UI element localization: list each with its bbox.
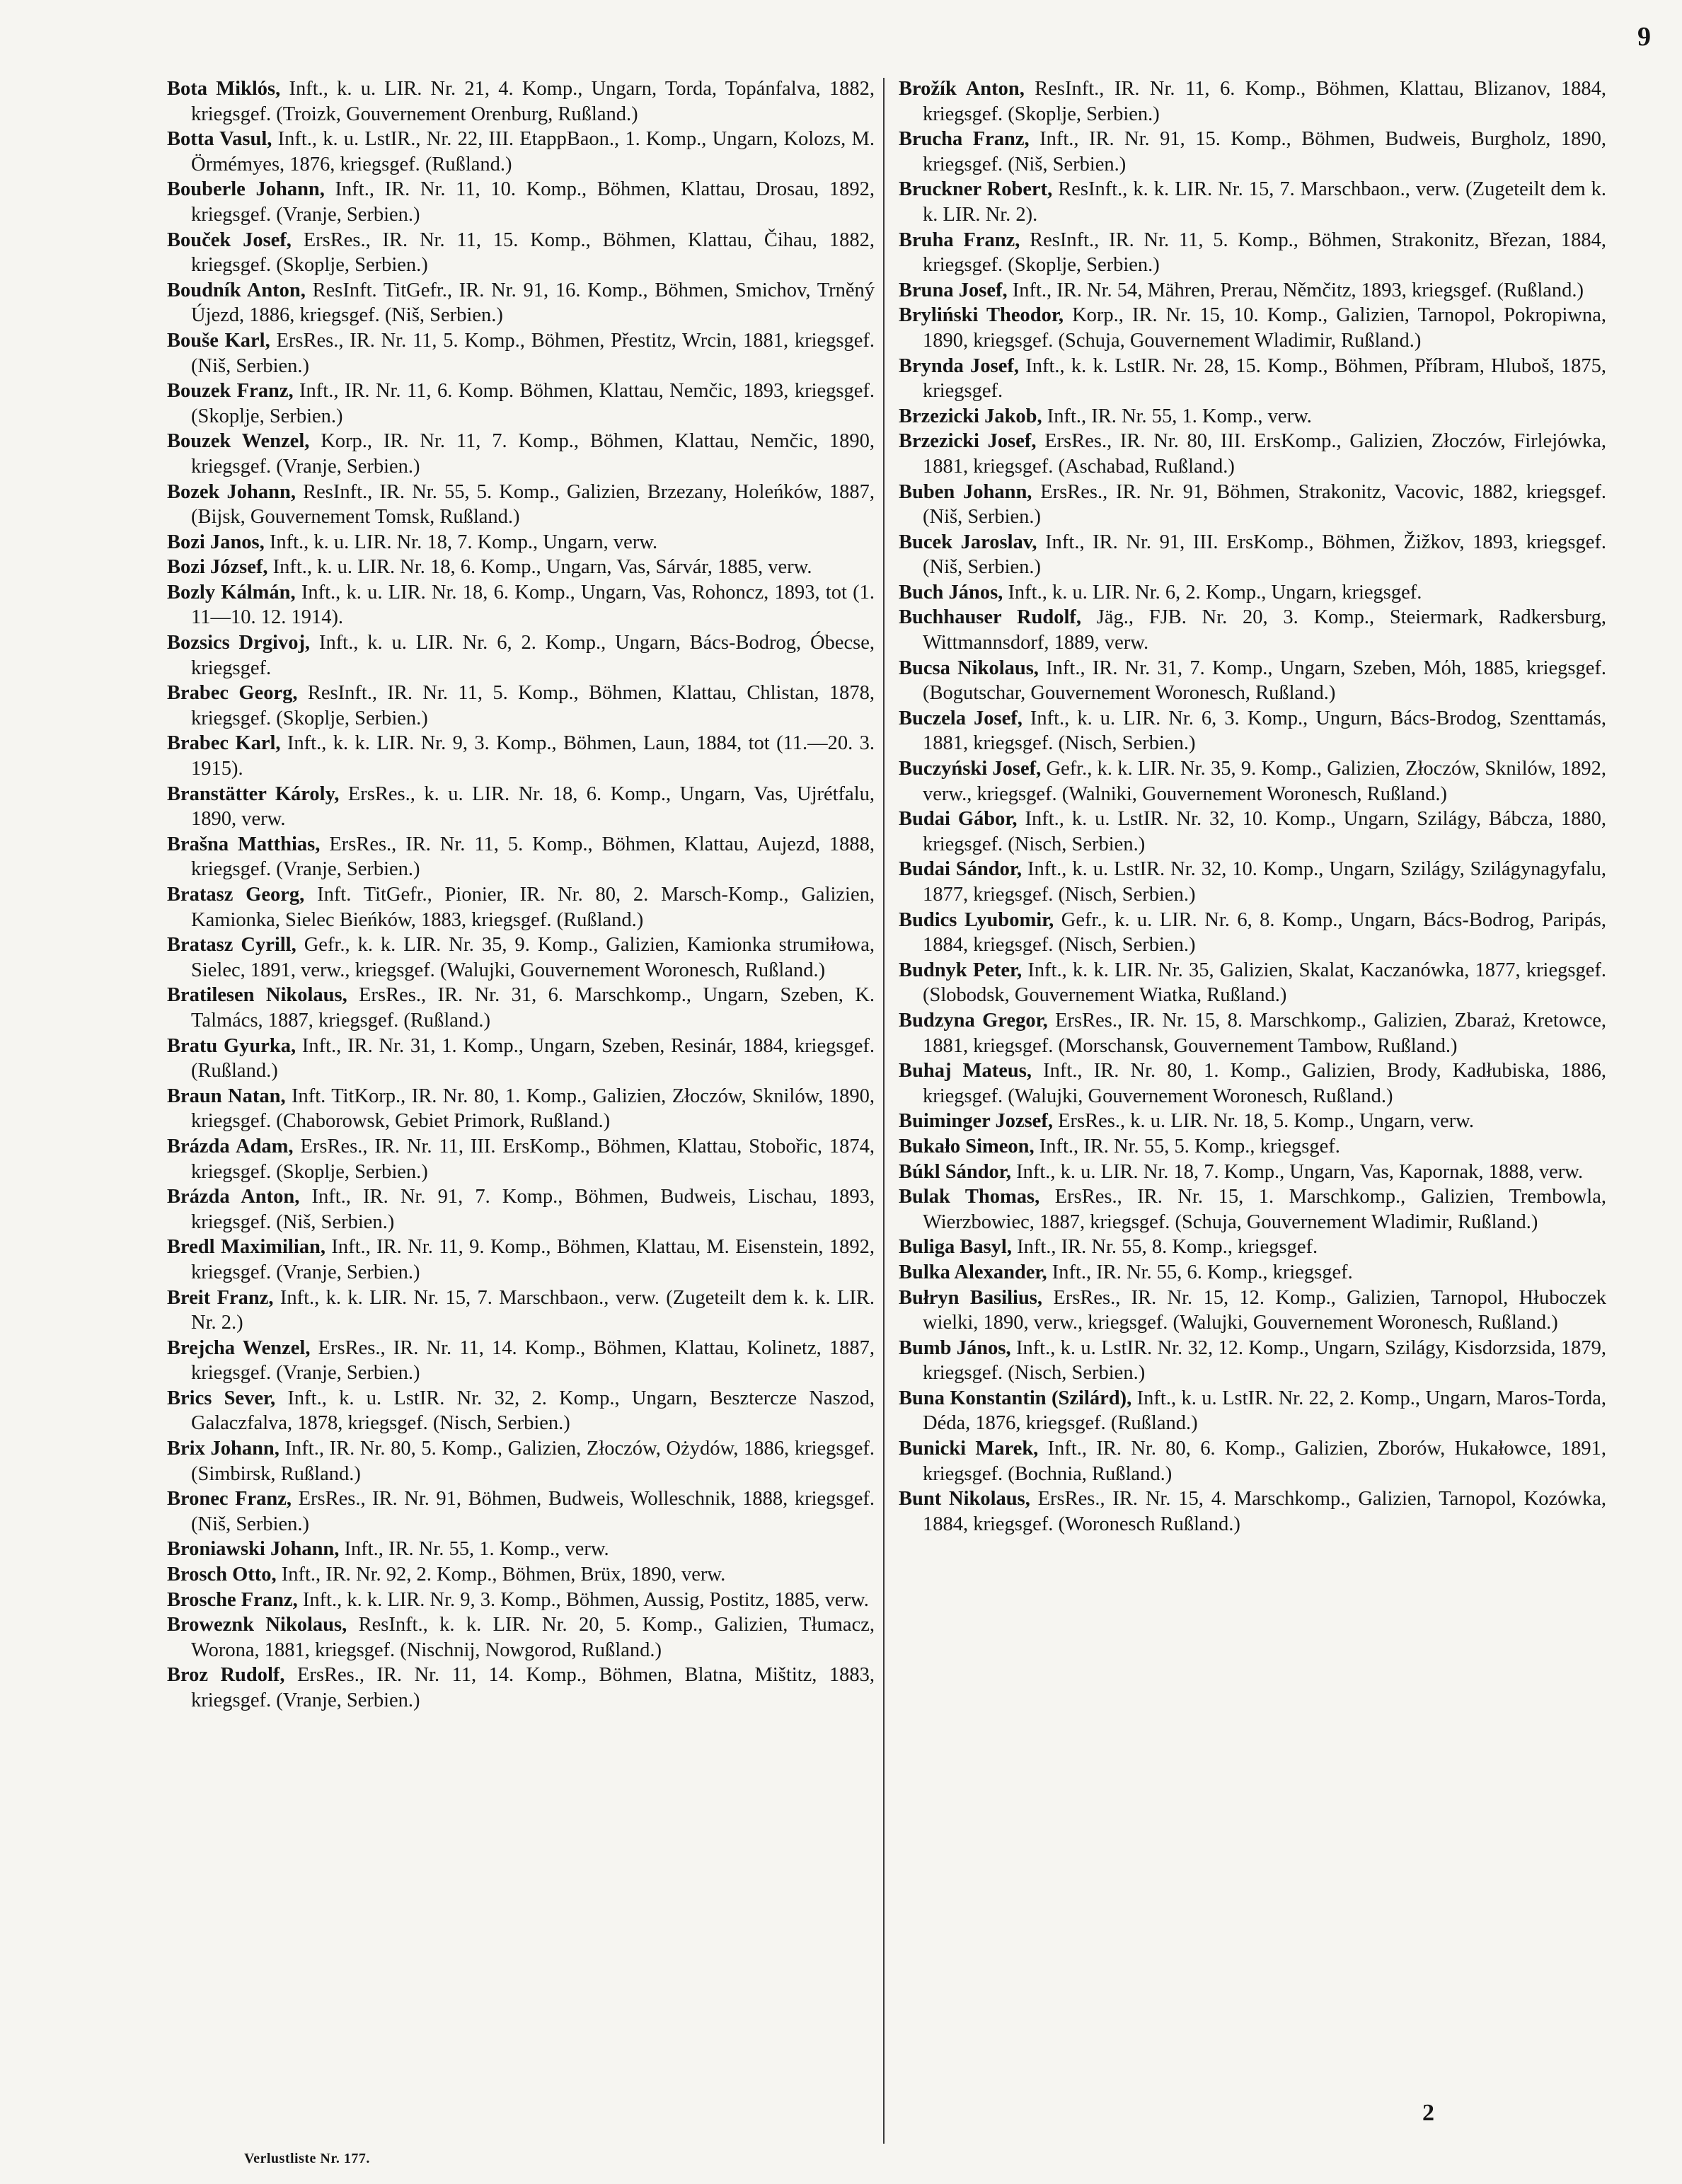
entry-name: Bredl Maximilian, (167, 1236, 326, 1259)
list-entry (167, 228, 875, 278)
entry-details: Inft., IR. Nr. 55, 1. Komp., verw. (1042, 405, 1312, 427)
entry-details: ResInft., k. k. LIR. Nr. 15, 7. Marschbaon., verw. (Zugeteilt dem k. k. LIR. Nr. 2). (923, 178, 1606, 226)
list-entry (899, 1486, 1606, 1537)
entry-name: Bukało Simeon, (899, 1135, 1035, 1157)
entry-details: Inft., IR. Nr. 31, 7. Komp., Ungarn, Szeben, Mόh, 1885, kriegsgef. (Bogutschar, Gouvernement Woronesch, Rußland.) (923, 657, 1607, 705)
entry-name: Budics Lyubomir, (899, 908, 1054, 931)
entry-details: Inft., k. u. LIR. Nr. 6, 3. Komp., Ungurn, Bács-Brodog, Szenttamás, 1881, kriegsgef. (Nisch, Serbien.) (923, 707, 1606, 755)
entry-details: Korp., IR. Nr. 11, 7. Komp., Böhmen, Klattau, Nemčic, 1890, kriegsgef. (Vranje, Serbien.) (191, 430, 875, 478)
list-entry (899, 1285, 1606, 1336)
entry-name: Budzyna Gregor, (899, 1009, 1048, 1032)
list-entry (167, 1134, 875, 1184)
list-entry (899, 756, 1606, 807)
list-entry (167, 1285, 875, 1336)
entry-name: Bozek Johann, (167, 480, 296, 503)
entry-details: Inft., k. k. LIR. Nr. 9, 3. Komp., Böhmen, Aussig, Postitz, 1885, verw. (297, 1588, 869, 1611)
entry-details: ErsRes., IR. Nr. 11, 15. Komp., Böhmen, Klattau, Čihau, 1882, kriegsgef. (Skoplje, Serbien.) (191, 229, 875, 277)
list-entry (167, 1184, 875, 1235)
entry-details: Inft., IR. Nr. 91, 15. Komp., Böhmen, Budweis, Burgholz, 1890, kriegsgef. (Niš, Serbien.) (923, 128, 1606, 175)
entry-details: Inft., IR. Nr. 80, 5. Komp., Galizien, Złoczów, Ożydów, 1886, kriegsgef. (Simbirsk, Rußland.) (191, 1438, 875, 1485)
entry-name: Brics Sever, (167, 1387, 276, 1409)
entry-details: Inft., IR. Nr. 91, 7. Komp., Böhmen, Budweis, Lischau, 1893, kriegsgef. (Niš, Serbien.) (191, 1186, 875, 1233)
list-entry (167, 1588, 875, 1613)
entry-details: Inft., k. u. LstIR. Nr. 32, 12. Komp., Ungarn, Szilágy, Kisdorzsida, 1879, kriegsgef. (Nisch, Serbien.) (923, 1336, 1606, 1385)
list-entry (167, 1034, 875, 1084)
entry-details: ResInft., k. k. LIR. Nr. 20, 5. Komp., Galizien, Tłumacz, Worona, 1881, kriegsgef. (Nischnij, Nowgorod, Rußland.) (191, 1614, 875, 1661)
entry-details: ErsRes., IR. Nr. 15, 1. Marschkomp., Galizien, Trembowla, Wierzbowiec, 1887, kriegsgef. (Schuja, Gouvernement Wladimir, Rußland.) (923, 1186, 1606, 1233)
list-entry (167, 1235, 875, 1285)
entry-details: Inft., IR. Nr. 31, 1. Komp., Ungarn, Szeben, Resinár, 1884, kriegsgef. (Rußland.) (191, 1034, 875, 1082)
entry-details: Inft., k. u. LstIR., Nr. 22, III. EtappBaon., 1. Komp., Ungarn, Kolozs, M. Örmémyes, 1876, kriegsgef. (Rußland.) (191, 128, 875, 175)
entry-name: Budnyk Peter, (899, 959, 1023, 981)
entry-details: Inft., IR. Nr. 92, 2. Komp., Böhmen, Brüx, 1890, verw. (276, 1564, 726, 1586)
entry-name: Bozi József, (167, 556, 268, 579)
list-entry (167, 480, 875, 530)
entry-name: Brabec Karl, (167, 732, 281, 755)
list-entry (167, 555, 875, 580)
entry-name: Budai Gábor, (899, 808, 1018, 831)
entry-details: Gefr., k. u. LIR. Nr. 6, 8. Komp., Ungarn, Bács-Bodrog, Paripás, 1884, kriegsgef. (Nisch, Serbien.) (923, 908, 1606, 957)
list-entry (167, 177, 875, 227)
entry-details: ErsRes., IR. Nr. 91, Böhmen, Strakonitz, Vacovic, 1882, kriegsgef. (Niš, Serbien.) (923, 480, 1606, 528)
list-entry (167, 731, 875, 781)
entry-name: Bratilesen Nikolaus, (167, 984, 347, 1007)
entry-details: Inft., k. u. LstIR. Nr. 32, 10. Komp., Ungarn, Szilágy, Szilágynagyfalu, 1877, kriegsgef. (Nisch, Serbien.) (923, 858, 1606, 906)
entry-name: Buna Konstantin (Szilárd), (899, 1387, 1132, 1409)
entry-details: Inft., k. u. LstIR. Nr. 22, 2. Komp., Ungarn, Maros-Torda, Déda, 1876, kriegsgef. (Rußland.) (923, 1387, 1606, 1435)
entry-name: Bronec Franz, (167, 1488, 292, 1510)
entry-details: Inft., k. u. LIR. Nr. 18, 7. Komp., Ungarn, Vas, Kapornak, 1888, verw. (1010, 1160, 1584, 1183)
entry-details: ErsRes., IR. Nr. 91, Böhmen, Budweis, Wolleschnik, 1888, kriegsgef. (Niš, Serbien.) (191, 1488, 875, 1535)
entry-name: Buliga Basyl, (899, 1236, 1012, 1259)
list-entry (167, 1486, 875, 1537)
list-entry (167, 681, 875, 731)
list-entry (899, 1235, 1606, 1260)
entry-name: Brázda Adam, (167, 1135, 294, 1157)
list-entry (167, 429, 875, 479)
list-entry (899, 857, 1606, 907)
entry-details: Inft., IR. Nr. 55, 8. Komp., kriegsgef. (1011, 1236, 1318, 1259)
entry-details: ResInft., IR. Nr. 11, 5. Komp., Böhmen, Strakonitz, Březan, 1884, kriegsgef. (Skoplje, Serbien.) (923, 229, 1607, 277)
page-number: 9 (1637, 22, 1651, 52)
entry-details: Jäg., FJB. Nr. 20, 3. Komp., Steiermark, Radkersburg, Wittmannsdorf, 1889, verw. (923, 606, 1606, 654)
entry-name: Bulak Thomas, (899, 1186, 1040, 1208)
list-entry (167, 328, 875, 379)
entry-name: Bozi Janos, (167, 531, 265, 553)
list-entry (899, 354, 1606, 404)
list-entry (167, 1537, 875, 1562)
right-column (899, 76, 1606, 1537)
entry-name: Bouzek Franz, (167, 380, 294, 403)
entry-name: Brynda Josef, (899, 354, 1019, 377)
entry-name: Broz Rudolf, (167, 1664, 285, 1687)
entry-name: Boudník Anton, (167, 279, 306, 301)
entry-details: ErsRes., IR. Nr. 11, 5. Komp., Böhmen, Přestitz, Wrcin, 1881, kriegsgef. (Niš, Serbien.) (191, 329, 875, 377)
entry-name: Bunt Nikolaus, (899, 1488, 1030, 1510)
list-entry (899, 908, 1606, 958)
entry-details: ErsRes., IR. Nr. 15, 4. Marschkomp., Galizien, Tarnopol, Kozówka, 1884, kriegsgef. (Woronesch Rußland.) (923, 1488, 1606, 1535)
entry-details: Inft., IR. Nr. 54, Mähren, Prerau, Němčitz, 1893, kriegsgef. (Rußland.) (1007, 279, 1584, 301)
entry-name: Buczela Josef, (899, 707, 1023, 729)
entry-details: Inft., IR. Nr. 91, III. ErsKomp., Böhmen, Žižkov, 1893, kriegsgef. (Niš, Serbien.) (923, 531, 1606, 579)
entry-details: ErsRes., IR. Nr. 80, III. ErsKomp., Galizien, Złoczów, Firlejówka, 1881, kriegsgef. (Aschabad, Rußland.) (923, 430, 1606, 478)
list-entry (167, 1084, 875, 1134)
entry-details: ResInft. TitGefr., IR. Nr. 91, 16. Komp., Böhmen, Smichov, Trněný Újezd, 1886, kriegsgef. (Niš, Serbien.) (191, 279, 875, 327)
entry-details: Korp., IR. Nr. 15, 10. Komp., Galizien, Tarnopol, Pokropiwna, 1890, kriegsgef. (Schuja, Gouvernement Wladimir, Rußland.) (923, 304, 1607, 352)
entry-name: Broweznk Nikolaus, (167, 1614, 347, 1636)
entry-name: Botta Vasul, (167, 128, 272, 151)
column-divider (883, 78, 885, 2144)
list-entry (899, 580, 1606, 606)
entry-details: Inft., k. u. LstIR. Nr. 32, 10. Komp., Ungarn, Szilágy, Bábcza, 1880, kriegsgef. (Nisch, Serbien.) (923, 808, 1606, 855)
footer-list-number: Verlustliste Nr. 177. (244, 2151, 370, 2166)
entry-details: Inft., k. u. LIR. Nr. 18, 6. Komp., Ungarn, Vas, Sárvár, 1885, verw. (267, 556, 812, 579)
entry-name: Bułryn Basilius, (899, 1286, 1043, 1309)
entry-details: Inft. TitKorp., IR. Nr. 80, 1. Komp., Galizien, Złoczów, Sknilów, 1890, kriegsgef. (Chaborowsk, Gebiet Primork, Rußland.) (191, 1085, 875, 1133)
entry-name: Brzezicki Josef, (899, 430, 1037, 453)
list-entry (899, 1436, 1606, 1486)
entry-details: ErsRes., IR. Nr. 31, 6. Marschkomp., Ungarn, Szeben, K. Talmács, 1887, kriegsgef. (Rußland.) (191, 984, 875, 1032)
entry-name: Bozly Kálmán, (167, 581, 296, 603)
entry-name: Bulka Alexander, (899, 1261, 1047, 1283)
entry-details: ResInft., IR. Nr. 11, 5. Komp., Böhmen, Klattau, Chlistan, 1878, kriegsgef. (Skoplje, Serbien.) (191, 682, 875, 729)
list-entry (167, 127, 875, 177)
entry-name: Brabec Georg, (167, 682, 298, 705)
entry-name: Bryliński Theodor, (899, 304, 1064, 327)
list-entry (167, 580, 875, 630)
entry-name: Bratasz Georg, (167, 884, 305, 906)
entry-details: ErsRes., IR. Nr. 15, 12. Komp., Galizien, Tarnopol, Hłuboczek wielki, 1890, verw., kriegsgef. (Walujki, Gouvernement Woronesch, Rußland.) (923, 1286, 1606, 1334)
entry-name: Brix Johann, (167, 1438, 280, 1460)
entry-details: ResInft., IR. Nr. 11, 6. Komp., Böhmen, Klattau, Blizanov, 1884, kriegsgef. (Skoplje, Serbien.) (923, 78, 1606, 125)
list-entry (167, 278, 875, 328)
list-entry (167, 1663, 875, 1713)
entry-name: Búkl Sándor, (899, 1160, 1011, 1183)
list-entry (899, 530, 1606, 580)
entry-name: Bunicki Marek, (899, 1438, 1039, 1460)
entry-details: Inft., k. u. LIR. Nr. 6, 2. Komp., Ungarn, kriegsgef. (1003, 581, 1422, 603)
entry-details: Inft., k. u. LstIR. Nr. 32, 2. Komp., Ungarn, Besztercze Naszod, Galaczfalva, 1878, kriegsgef. (Nisch, Serbien.) (191, 1387, 875, 1435)
entry-name: Bouček Josef, (167, 229, 292, 251)
list-entry (899, 1058, 1606, 1109)
entry-details: Inft. TitGefr., Pionier, IR. Nr. 80, 2. Marsch-Komp., Galizien, Kamionka, Sielec Bieńków, 1883, kriegsgef. (Rußland.) (191, 884, 875, 931)
entry-name: Brázda Anton, (167, 1186, 300, 1208)
entry-details: Inft., IR. Nr. 55, 6. Komp., kriegsgef. (1047, 1261, 1353, 1283)
list-entry (167, 1386, 875, 1436)
entry-name: Bouzek Wenzel, (167, 430, 310, 453)
entry-details: ErsRes., k. u. LIR. Nr. 18, 5. Komp., Ungarn, verw. (1052, 1110, 1474, 1133)
entry-name: Buch János, (899, 581, 1003, 603)
list-entry (899, 228, 1606, 278)
entry-name: Bucek Jaroslav, (899, 531, 1037, 553)
entry-name: Buben Johann, (899, 480, 1032, 503)
list-entry (899, 1184, 1606, 1235)
footer-signature-mark: 2 (1422, 2100, 1434, 2126)
entry-name: Buchhauser Rudolf, (899, 606, 1082, 629)
list-entry (899, 303, 1606, 353)
entry-name: Brejcha Wenzel, (167, 1336, 311, 1359)
entry-details: ErsRes., IR. Nr. 11, 14. Komp., Böhmen, Blatna, Mištitz, 1883, kriegsgef. (Vranje, Serbien.) (191, 1664, 875, 1711)
list-entry (899, 127, 1606, 177)
list-entry (167, 530, 875, 555)
entry-details: Inft., IR. Nr. 80, 6. Komp., Galizien, Zborów, Hukałowce, 1891, kriegsgef. (Bochnia, Rußland.) (923, 1438, 1606, 1485)
entry-name: Budai Sándor, (899, 858, 1023, 881)
entry-name: Breit Franz, (167, 1286, 274, 1309)
list-entry (167, 983, 875, 1033)
entry-name: Buhaj Mateus, (899, 1060, 1032, 1082)
entry-details: Inft., k. k. LIR. Nr. 15, 7. Marschbaon., verw. (Zugeteilt dem k. k. LIR. Nr. 2.) (191, 1286, 875, 1334)
entry-details: ResInft., IR. Nr. 55, 5. Komp., Galizien, Brzezany, Holeńków, 1887, (Bijsk, Gouvernement Tomsk, Rußland.) (191, 480, 875, 528)
entry-details: Inft., k. k. LIR. Nr. 35, Galizien, Skalat, Kaczanówka, 1877, kriegsgef. (Slobodsk, Gouvernement Wiatka, Rußland.) (923, 959, 1606, 1007)
entry-details: Inft., k. u. LIR. Nr. 18, 6. Komp., Ungarn, Vas, Rohoncz, 1893, tot (1. 11—10. 12. 1914). (191, 581, 875, 629)
list-entry (899, 1260, 1606, 1285)
list-entry (167, 630, 875, 681)
list-entry (899, 1109, 1606, 1134)
list-entry (899, 1008, 1606, 1058)
entry-name: Brucha Franz, (899, 128, 1030, 151)
entry-name: Braun Natan, (167, 1085, 286, 1107)
entry-name: Bratu Gyurka, (167, 1034, 296, 1057)
list-entry (167, 1612, 875, 1663)
entry-name: Brosch Otto, (167, 1564, 277, 1586)
list-entry (899, 76, 1606, 127)
list-entry (899, 706, 1606, 756)
list-entry (899, 807, 1606, 857)
entry-name: Branstätter Károly, (167, 782, 340, 805)
list-entry (167, 1436, 875, 1486)
entry-name: Bozsics Drgivoj, (167, 632, 311, 654)
entry-details: Inft., IR. Nr. 80, 1. Komp., Galizien, Brody, Kadłubiska, 1886, kriegsgef. (Walujki, Gouvernement Woronesch, Rußland.) (923, 1060, 1606, 1107)
entry-name: Bumb János, (899, 1336, 1011, 1359)
entry-details: ErsRes., k. u. LIR. Nr. 18, 6. Komp., Ungarn, Vas, Ujrétfalu, 1890, verw. (191, 782, 875, 831)
entry-details: Inft., IR. Nr. 11, 9. Komp., Böhmen, Klattau, M. Eisenstein, 1892, kriegsgef. (Vranje, Serbien.) (191, 1236, 875, 1283)
entry-details: ErsRes., IR. Nr. 11, 5. Komp., Böhmen, Klattau, Aujezd, 1888, kriegsgef. (Vranje, Serbien.) (191, 833, 875, 881)
list-entry (899, 1160, 1606, 1185)
list-entry (899, 278, 1606, 304)
entry-name: Bucsa Nikolaus, (899, 657, 1039, 679)
entry-name: Broniawski Johann, (167, 1538, 340, 1561)
list-entry (167, 882, 875, 932)
list-entry (899, 1336, 1606, 1386)
entry-name: Brzezicki Jakob, (899, 405, 1042, 427)
list-entry (899, 429, 1606, 479)
entry-details: Gefr., k. k. LIR. Nr. 35, 9. Komp., Galizien, Kamionka strumiłowa, Sielec, 1891, verw., kriegsgef. (Walujki, Gouvernement Woronesch, Rußland.) (191, 934, 875, 981)
list-entry (167, 379, 875, 429)
list-entry (899, 656, 1606, 706)
entry-details: Inft., k. u. LIR. Nr. 21, 4. Komp., Ungarn, Torda, Topánfalva, 1882, kriegsgef. (Troizk, Gouvernement Orenburg, Rußland.) (191, 78, 875, 125)
left-column (167, 76, 875, 1714)
entry-details: Inft., IR. Nr. 11, 6. Komp. Böhmen, Klattau, Nemčic, 1893, kriegsgef. (Skoplje, Serbien.) (191, 380, 875, 427)
list-entry (899, 1134, 1606, 1160)
entry-name: Bouberle Johann, (167, 178, 325, 201)
entry-name: Brosche Franz, (167, 1588, 298, 1611)
entry-name: Bota Miklós, (167, 78, 281, 100)
entry-details: Inft., k. k. LstIR. Nr. 28, 15. Komp., Böhmen, Příbram, Hluboš, 1875, kriegsgef. (923, 354, 1606, 403)
entry-name: Bouše Karl, (167, 329, 270, 352)
entry-details: Inft., k. u. LIR. Nr. 18, 7. Komp., Ungarn, verw. (264, 531, 658, 553)
list-entry (167, 932, 875, 983)
list-entry (899, 958, 1606, 1008)
list-entry (167, 76, 875, 127)
list-entry (167, 1336, 875, 1386)
list-entry (899, 480, 1606, 530)
list-entry (899, 1386, 1606, 1436)
entry-details: Inft., IR. Nr. 55, 1. Komp., verw. (339, 1538, 609, 1561)
entry-details: Gefr., k. k. LIR. Nr. 35, 9. Komp., Galizien, Złoczów, Sknilów, 1892, verw., kriegsgef. (Walniki, Gouvernement Woronesch, Rußland.) (923, 758, 1606, 805)
entry-name: Bruckner Robert, (899, 178, 1053, 201)
entry-name: Buiminger Jozsef, (899, 1110, 1053, 1133)
entry-details: Inft., k. k. LIR. Nr. 9, 3. Komp., Böhmen, Laun, 1884, tot (11.—20. 3. 1915). (191, 732, 875, 780)
entry-details: ErsRes., IR. Nr. 15, 8. Marschkomp., Galizien, Zbaraż, Kretowce, 1881, kriegsgef. (Morschansk, Gouvernement Tambow, Rußland.) (923, 1009, 1606, 1057)
list-entry (167, 832, 875, 882)
entry-name: Bruna Josef, (899, 279, 1008, 301)
list-entry (899, 605, 1606, 655)
entry-name: Brašna Matthias, (167, 833, 321, 855)
entry-details: Inft., IR. Nr. 55, 5. Komp., kriegsgef. (1034, 1135, 1340, 1157)
entry-details: Inft., IR. Nr. 11, 10. Komp., Böhmen, Klattau, Drosau, 1892, kriegsgef. (Vranje, Serbien.) (191, 178, 875, 226)
entry-details: ErsRes., IR. Nr. 11, III. ErsKomp., Böhmen, Klattau, Stobořic, 1874, kriegsgef. (Skoplje, Serbien.) (191, 1135, 875, 1183)
list-entry (899, 177, 1606, 227)
list-entry (167, 1562, 875, 1588)
entry-details: ErsRes., IR. Nr. 11, 14. Komp., Böhmen, Klattau, Kolinetz, 1887, kriegsgef. (Vranje, Serbien.) (191, 1336, 875, 1385)
entry-details: Inft., k. u. LIR. Nr. 6, 2. Komp., Ungarn, Bács-Bodrog, Óbecse, kriegsgef. (191, 632, 875, 679)
list-entry (167, 782, 875, 832)
entry-name: Bratasz Cyrill, (167, 934, 296, 957)
entry-name: Brožík Anton, (899, 78, 1025, 100)
entry-name: Bruha Franz, (899, 229, 1020, 251)
entry-name: Buczyński Josef, (899, 758, 1042, 780)
list-entry (899, 404, 1606, 429)
